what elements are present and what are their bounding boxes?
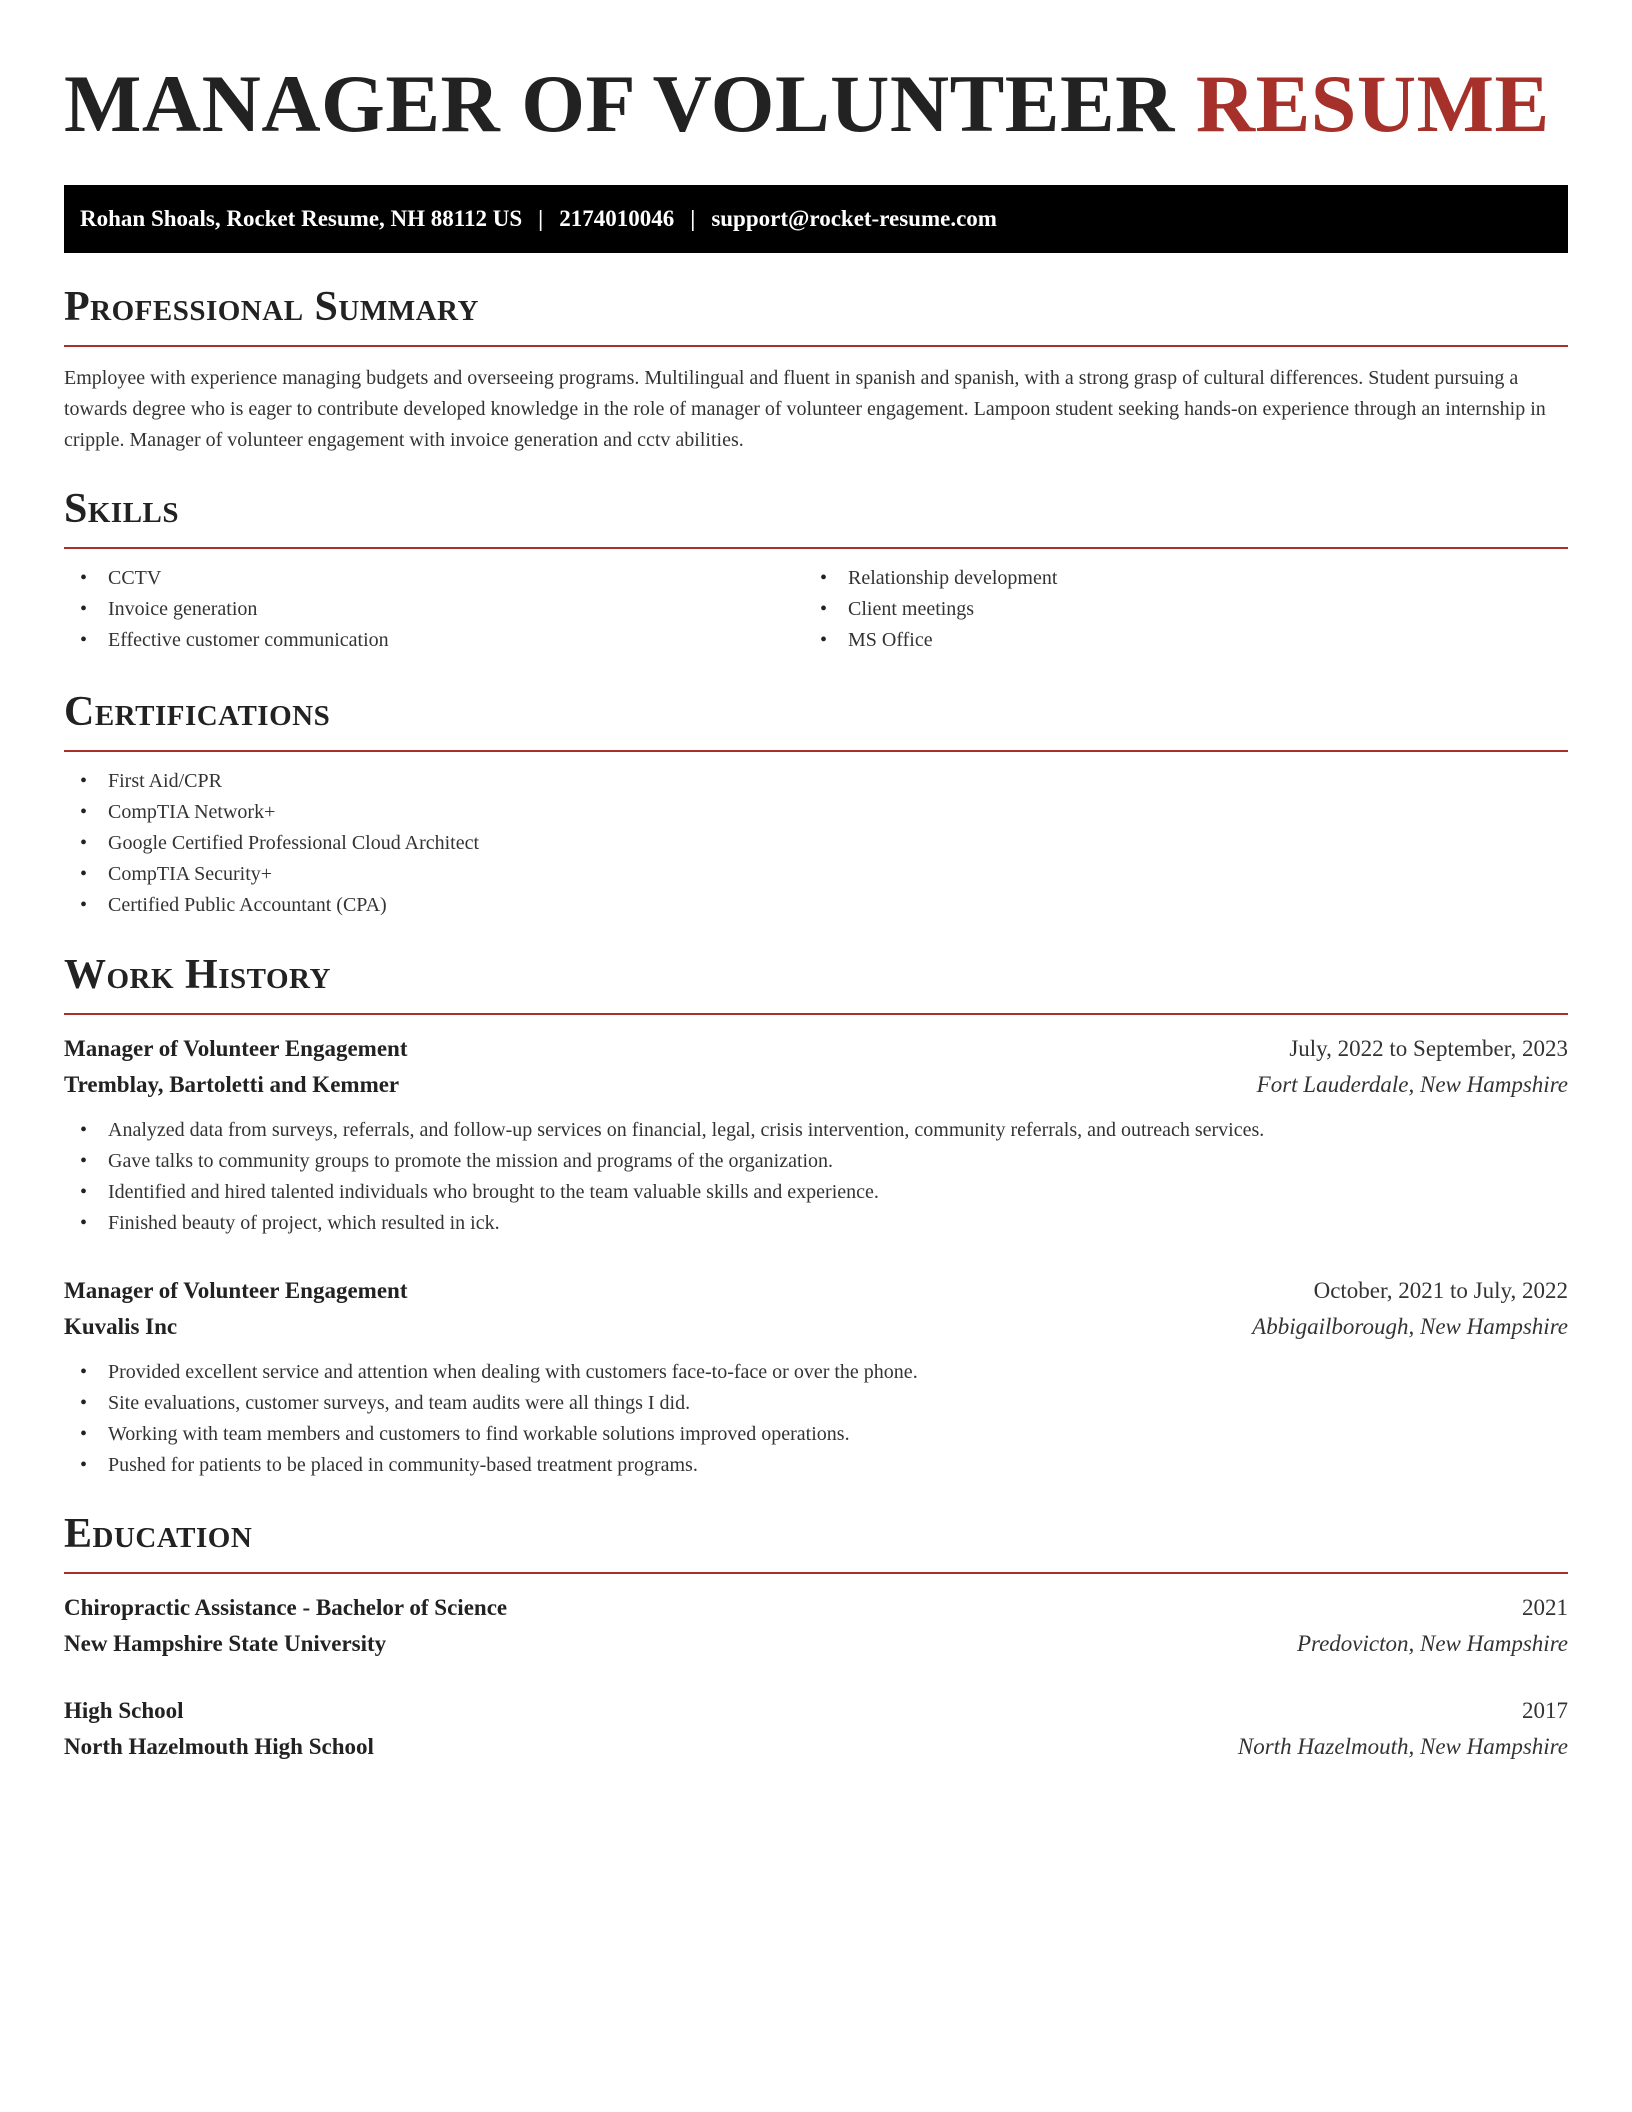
job-company: Kuvalis Inc — [64, 1314, 178, 1339]
section-title-work: Work History — [64, 952, 331, 998]
education-header — [64, 1693, 1568, 1729]
education-header — [64, 1590, 1568, 1626]
job-location: Abbigailborough, New Hampshire — [1252, 1314, 1568, 1339]
certification-item: • CompTIA Network+ — [64, 797, 1568, 828]
section-divider — [64, 1572, 1568, 1574]
education-degree: Chiropractic Assistance - Bachelor of Science — [64, 1595, 508, 1620]
certification-item: • Certified Public Accountant (CPA) — [64, 890, 1568, 921]
education-location: Predovicton, New Hampshire — [1296, 1631, 1568, 1656]
job-bullet: • Provided excellent service and attention when dealing with customers face-to-face or over the phone. — [64, 1357, 1568, 1388]
job-subheader — [64, 1309, 1568, 1345]
education-year: 2021 — [1522, 1595, 1568, 1620]
skills-grid — [64, 563, 1568, 656]
job-location: Fort Lauderdale, New Hampshire — [1256, 1072, 1568, 1097]
job-subheader — [64, 1067, 1568, 1103]
skills-list-right — [804, 563, 1544, 656]
skill-item: • MS Office — [804, 625, 1544, 656]
education-degree: High School — [64, 1698, 184, 1723]
contact-email[interactable]: support@rocket-resume.com — [711, 206, 997, 231]
resume-title — [64, 56, 1568, 152]
summary-section — [64, 282, 1568, 456]
certification-item: • Google Certified Professional Cloud Architect — [64, 828, 1568, 859]
title-accent: RESUME — [1195, 58, 1550, 149]
section-divider — [64, 750, 1568, 752]
education-entry — [64, 1693, 1568, 1765]
education-subheader — [64, 1626, 1568, 1662]
skills-list-left — [64, 563, 804, 656]
skill-item: • Effective customer communication — [64, 625, 804, 656]
job-bullet: • Site evaluations, customer surveys, and team audits were all things I did. — [64, 1388, 1568, 1419]
education-year: 2017 — [1522, 1698, 1568, 1723]
work-history-section — [64, 950, 1568, 1481]
job-bullet: • Identified and hired talented individuals who brought to the team valuable skills and experience. — [64, 1177, 1568, 1208]
resume-page — [64, 0, 1568, 1759]
job-bullet: • Working with team members and customers to find workable solutions improved operations. — [64, 1419, 1568, 1450]
section-divider — [64, 1013, 1568, 1015]
job-bullet: • Pushed for patients to be placed in community-based treatment programs. — [64, 1450, 1568, 1481]
education-location: North Hazelmouth, New Hampshire — [1237, 1734, 1568, 1759]
job-bullet: • Gave talks to community groups to promote the mission and programs of the organization. — [64, 1146, 1568, 1177]
contact-phone[interactable]: 2174010046 — [559, 206, 675, 231]
job-role: Manager of Volunteer Engagement — [64, 1278, 408, 1303]
section-title-skills: Skills — [64, 486, 180, 532]
job-role: Manager of Volunteer Engagement — [64, 1036, 408, 1061]
summary-text: Employee with experience managing budgets and overseeing programs. Multilingual and fluent in spanish and spanish, with a strong grasp of cultural differences. Student pursuing a towards degree who is eager to contribute developed knowledge in the role of manager of volunteer engagement. Lampoon student seeking hands-on experience through an internship in cripple. Manager of volunteer engagement with invoice generation and cctv abilities. — [64, 367, 1546, 451]
certifications-section — [64, 687, 1568, 921]
skill-item: • Relationship development — [804, 563, 1544, 594]
job-header — [64, 1031, 1568, 1067]
job-company: Tremblay, Bartoletti and Kemmer — [64, 1072, 400, 1097]
section-title-summary: Professional Summary — [64, 284, 479, 330]
section-title-education: Education — [64, 1511, 253, 1557]
section-divider — [64, 345, 1568, 347]
certifications-list — [64, 766, 1568, 921]
job-dates: July, 2022 to September, 2023 — [1289, 1036, 1568, 1061]
job-bullets — [64, 1357, 1568, 1481]
section-title-certifications: Certifications — [64, 689, 331, 735]
job-bullet: • Analyzed data from surveys, referrals, and follow-up services on financial, legal, crisis intervention, community referrals, and outreach services. — [64, 1115, 1568, 1146]
contact-bar — [64, 185, 1568, 253]
section-divider — [64, 547, 1568, 549]
skill-item: • Client meetings — [804, 594, 1544, 625]
job-entry — [64, 1031, 1568, 1239]
contact-separator: | — [538, 206, 544, 231]
education-school: North Hazelmouth High School — [64, 1734, 374, 1759]
education-school: New Hampshire State University — [64, 1631, 387, 1656]
skills-section — [64, 484, 1568, 656]
job-bullets — [64, 1115, 1568, 1239]
job-header — [64, 1273, 1568, 1309]
job-bullet: • Finished beauty of project, which resulted in ick. — [64, 1208, 1568, 1239]
skill-item: • CCTV — [64, 563, 804, 594]
certification-item: • CompTIA Security+ — [64, 859, 1568, 890]
contact-address: Rohan Shoals, Rocket Resume, NH 88112 US — [80, 206, 523, 231]
education-section — [64, 1509, 1568, 1765]
skill-item: • Invoice generation — [64, 594, 804, 625]
education-subheader — [64, 1729, 1568, 1765]
certification-item: • First Aid/CPR — [64, 766, 1568, 797]
job-entry — [64, 1273, 1568, 1481]
contact-separator: | — [690, 206, 696, 231]
title-main: MANAGER OF VOLUNTEER — [64, 58, 1175, 149]
job-dates: October, 2021 to July, 2022 — [1313, 1278, 1568, 1303]
education-entry — [64, 1590, 1568, 1662]
